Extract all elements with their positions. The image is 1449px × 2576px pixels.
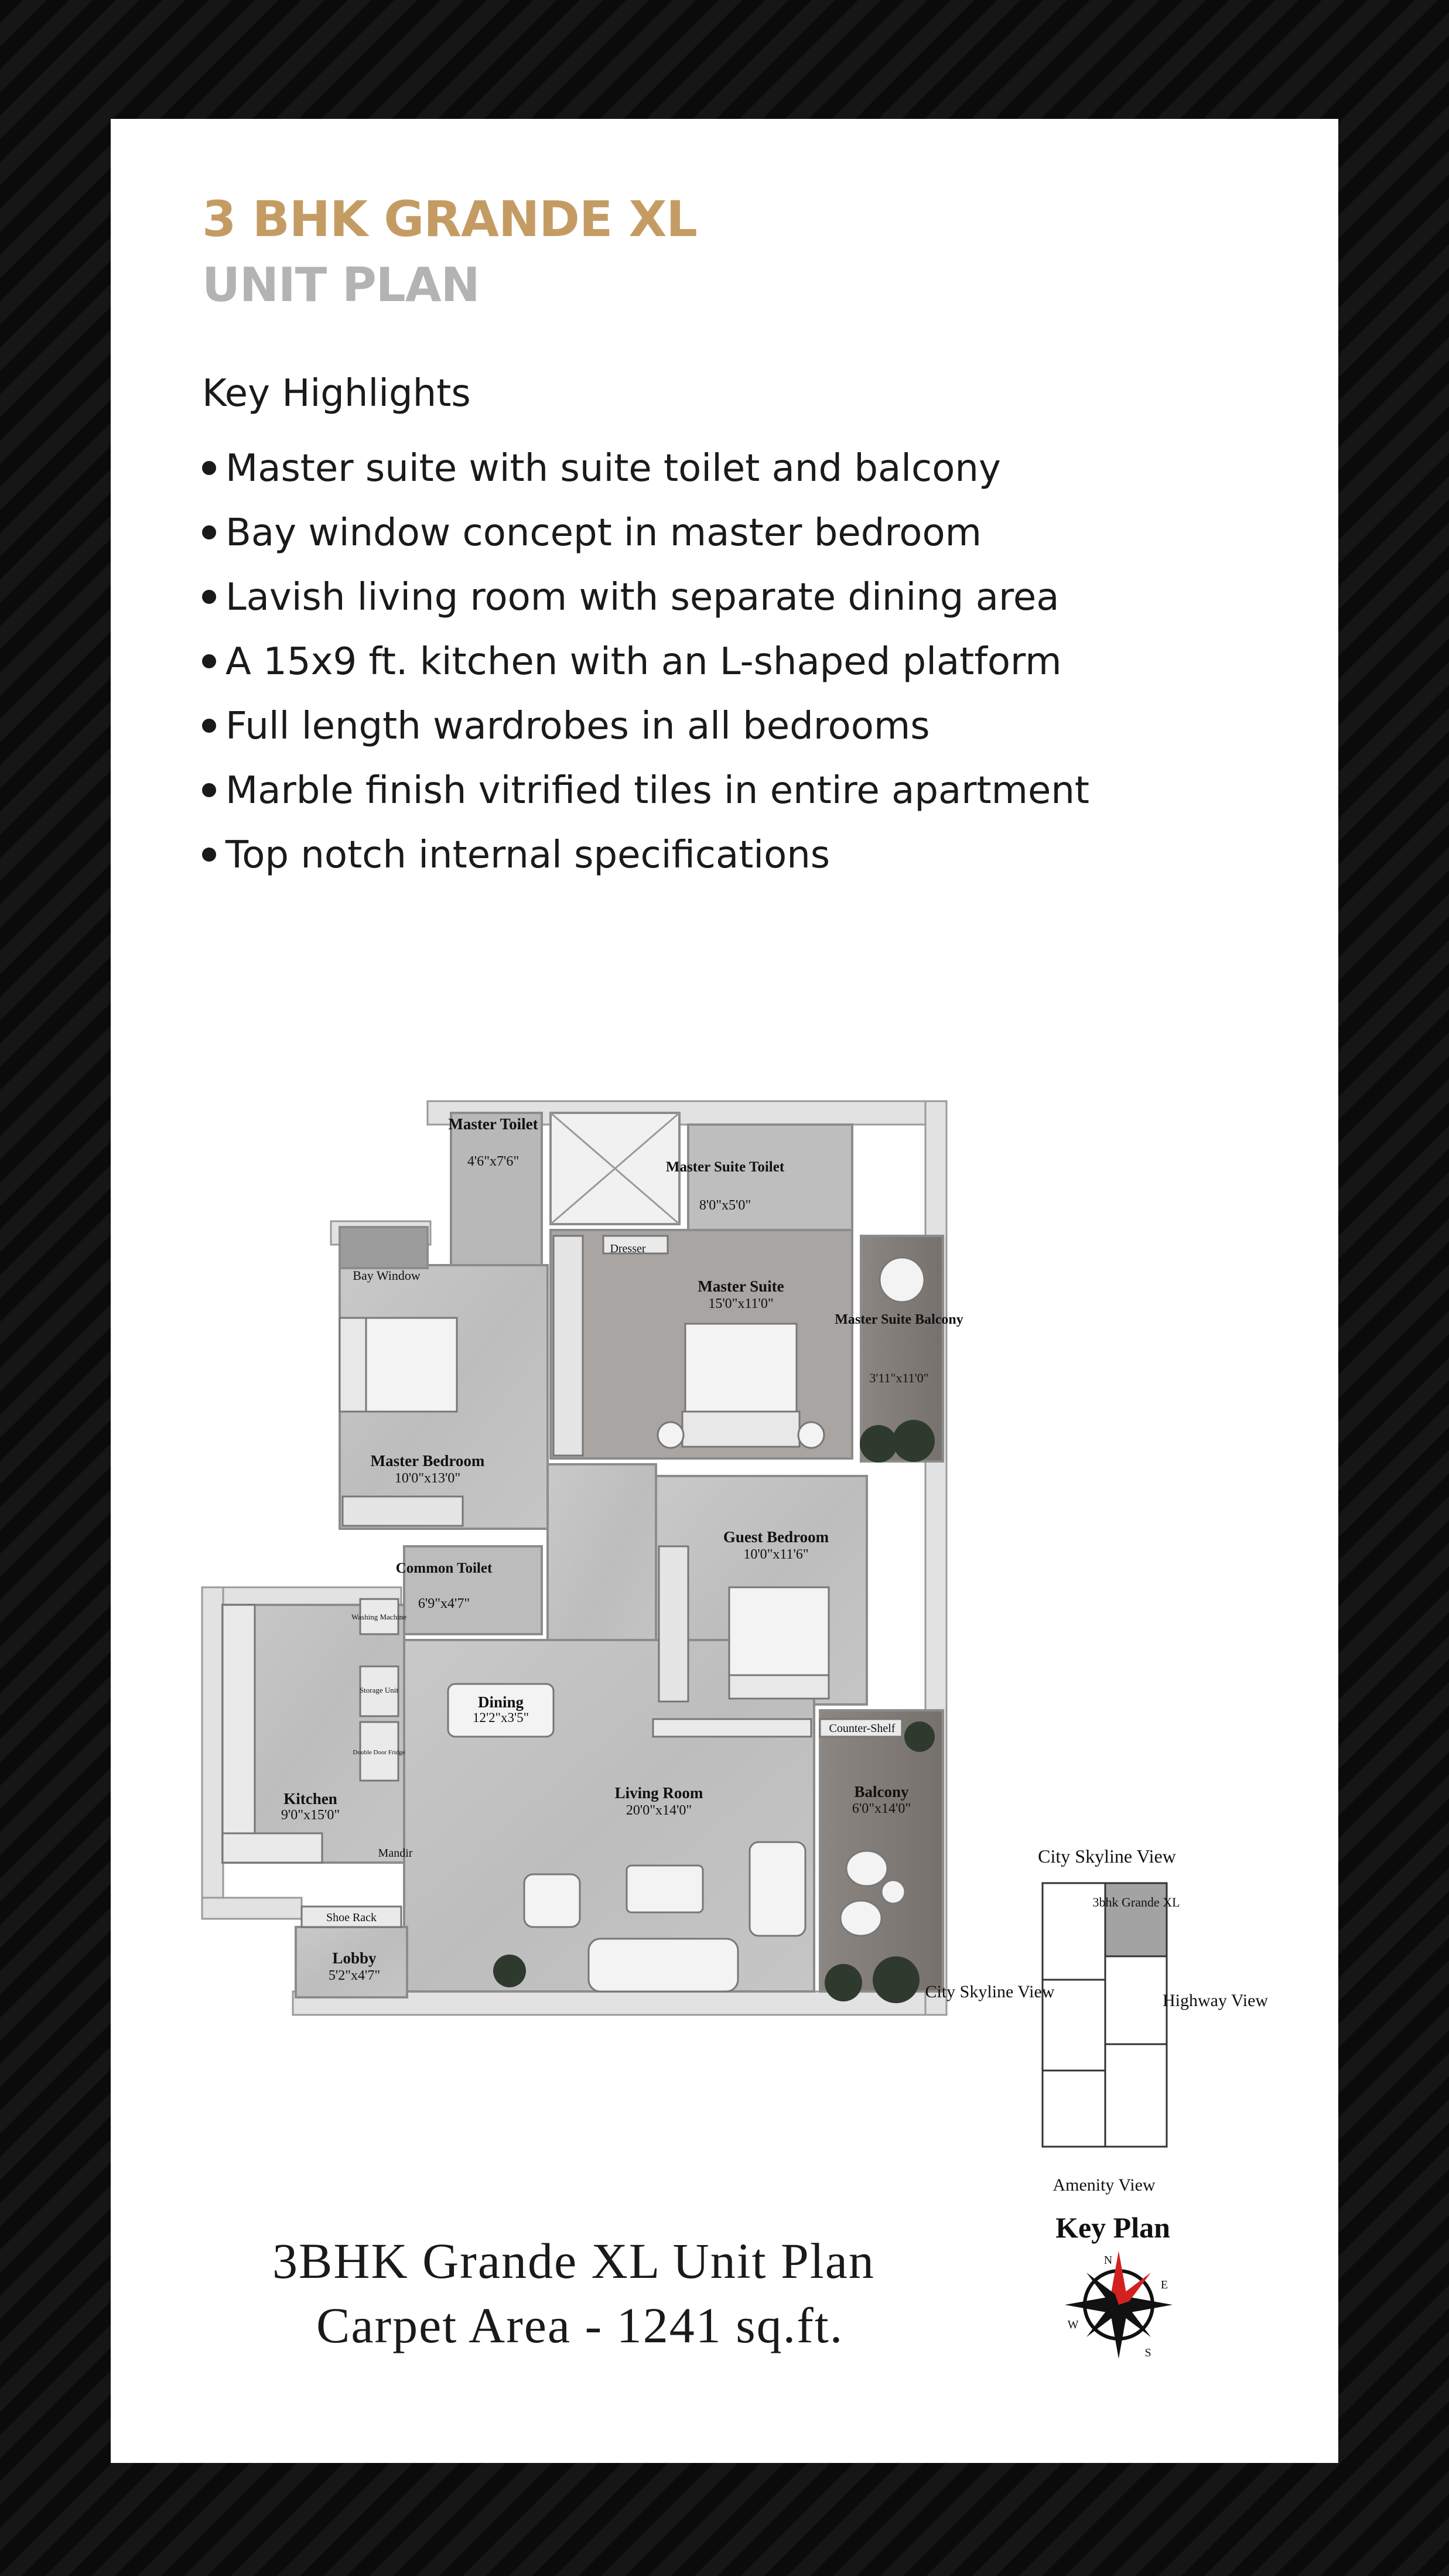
shoe-rack-label: Shoe Rack — [326, 1911, 377, 1924]
washing-machine-label: Washing Machine — [351, 1612, 406, 1621]
mandir-label: Mandir — [378, 1847, 413, 1860]
storage-unit-label: Storage Unit — [359, 1686, 399, 1694]
key-plan — [925, 1846, 1269, 2359]
wardrobe-master-bedroom — [343, 1497, 463, 1526]
wardrobe-guest — [659, 1546, 688, 1702]
kitchen-counter — [223, 1605, 255, 1863]
page-title: 3 BHK GRANDE XL — [202, 190, 697, 248]
master-bedroom-label: Master Bedroom — [370, 1452, 485, 1470]
key-plan-title: Key Plan — [1055, 2211, 1170, 2244]
sofa — [589, 1939, 738, 1991]
master-bedroom-bed — [363, 1318, 457, 1412]
master-suite-balcony-dims: 3'11"x11'0" — [869, 1371, 929, 1385]
compass-icon — [1065, 2251, 1173, 2359]
highlight-item: Master suite with suite toilet and balcony — [202, 436, 1089, 501]
page-subtitle: UNIT PLAN — [202, 258, 480, 312]
master-suite-toilet-dims: 8'0"x5'0" — [699, 1198, 751, 1213]
master-toilet-label: Master Toilet — [448, 1115, 538, 1133]
key-plan-right-label: Highway View — [1162, 1991, 1269, 2010]
footer-carpet-area: Carpet Area - 1241 sq.ft. — [316, 2297, 844, 2353]
highlight-item: Top notch internal specifications — [202, 823, 1089, 887]
common-toilet-floor — [404, 1546, 542, 1634]
kitchen-label: Kitchen — [283, 1790, 337, 1808]
master-suite-dims: 15'0"x11'0" — [708, 1296, 774, 1311]
balcony-chair-2 — [840, 1901, 881, 1936]
key-unit-label: 3bhk Grande XL — [1092, 1895, 1180, 1909]
compass-w: W — [1067, 2318, 1079, 2331]
key-block — [1105, 2044, 1167, 2147]
guest-bedroom-label: Guest Bedroom — [723, 1528, 829, 1546]
master-suite-balcony-chair — [880, 1258, 924, 1302]
master-bedroom-dims: 10'0"x13'0" — [394, 1471, 461, 1486]
balcony-floor — [820, 1710, 943, 1991]
master-toilet-floor — [451, 1113, 542, 1271]
tv-unit — [653, 1719, 811, 1737]
armchair-left — [524, 1874, 580, 1927]
coffee-table — [627, 1866, 703, 1912]
fridge-label: Double Door Fridge — [353, 1749, 405, 1756]
master-toilet-dims: 4'6"x7'6" — [467, 1154, 520, 1169]
highlight-item: Lavish living room with separate dining area — [202, 565, 1089, 630]
lobby-dims: 5'2"x4'7" — [328, 1968, 381, 1983]
compass-e: E — [1160, 2278, 1168, 2291]
compass-n: N — [1103, 2254, 1113, 2267]
dresser-label: Dresser — [610, 1242, 646, 1255]
master-suite-label: Master Suite — [698, 1277, 784, 1295]
footer-plan-title: 3BHK Grande XL Unit Plan — [272, 2233, 875, 2289]
key-block — [1105, 1956, 1167, 2044]
counter-shelf-label: Counter-Shelf — [829, 1722, 896, 1735]
bay-window — [340, 1227, 428, 1268]
highlight-item: Bay window concept in master bedroom — [202, 501, 1089, 565]
highlight-item: Full length wardrobes in all bedrooms — [202, 694, 1089, 759]
dining-dims: 12'2"x3'5" — [472, 1710, 529, 1725]
wardrobe-master — [553, 1236, 583, 1456]
balcony-dims: 6'0"x14'0" — [852, 1801, 911, 1816]
balcony-label: Balcony — [854, 1783, 909, 1801]
highlights-heading: Key Highlights — [202, 372, 471, 415]
compass-s: S — [1144, 2346, 1151, 2359]
key-plan-bottom-label: Amenity View — [1052, 2175, 1156, 2195]
dining-label: Dining — [477, 1693, 524, 1711]
master-suite-toilet-label: Master Suite Toilet — [665, 1159, 785, 1175]
living-room-dims: 20'0"x14'0" — [626, 1803, 692, 1818]
key-unit-highlight — [1105, 1883, 1167, 1956]
common-toilet-dims: 6'9"x4'7" — [418, 1596, 470, 1611]
master-suite-toilet-floor — [688, 1125, 852, 1230]
highlight-item: A 15x9 ft. kitchen with an L-shaped platform — [202, 630, 1089, 694]
master-suite-balcony-label: Master Suite Balcony — [835, 1312, 963, 1327]
key-plan-top-label: City Skyline View — [1038, 1846, 1176, 1867]
lobby-label: Lobby — [332, 1949, 377, 1967]
key-block — [1043, 2071, 1105, 2147]
key-plan-left-label: City Skyline View — [925, 1982, 1055, 2001]
balcony-chair-1 — [846, 1851, 887, 1886]
armchair-right — [750, 1842, 805, 1936]
bay-window-label: Bay Window — [353, 1268, 421, 1283]
kitchen-dims: 9'0"x15'0" — [281, 1808, 340, 1823]
guest-bedroom-dims: 10'0"x11'6" — [743, 1547, 809, 1562]
common-toilet-label: Common Toilet — [395, 1560, 493, 1576]
highlight-item: Marble finish vitrified tiles in entire apartment — [202, 759, 1089, 823]
living-room-label: Living Room — [614, 1784, 703, 1802]
